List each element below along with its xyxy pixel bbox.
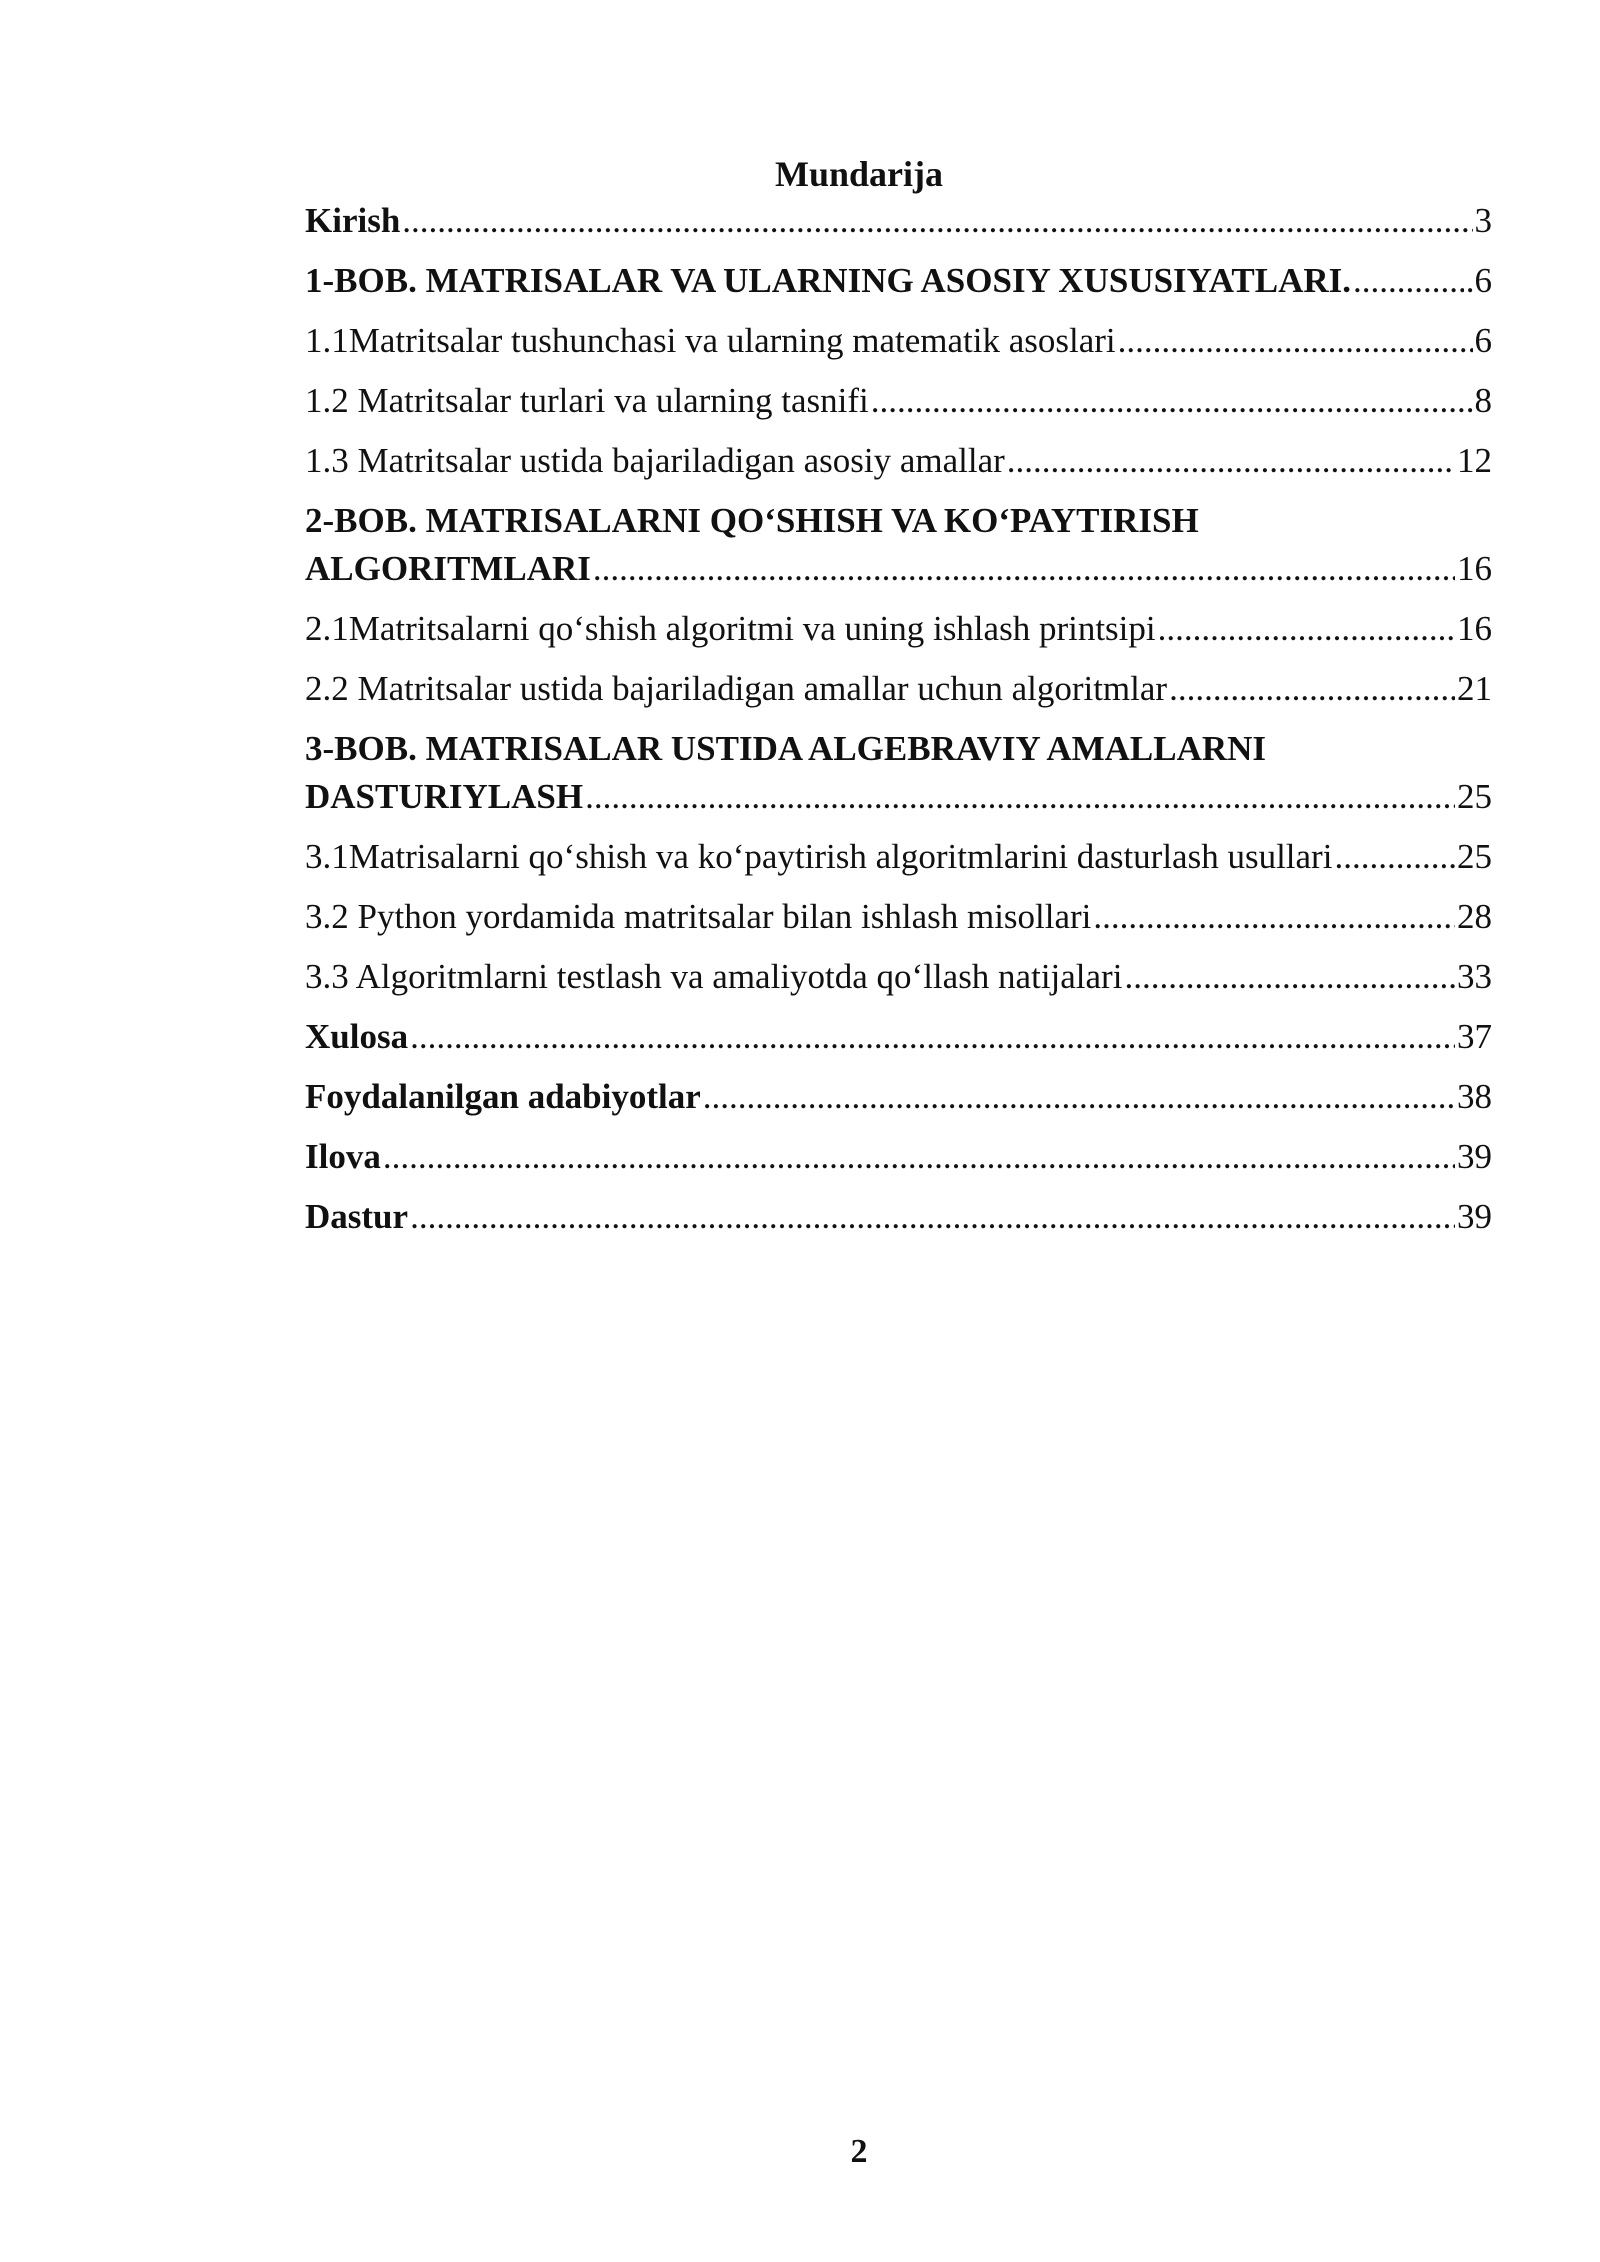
toc-page-number: 25 (1457, 837, 1492, 876)
toc-page-number: 39 (1457, 1137, 1492, 1176)
toc-page-number: 16 (1457, 609, 1492, 648)
dot-leader (1118, 317, 1473, 365)
toc-entry-label: 3.1Matrisalarni qo‘shish va ko‘paytirish algoritmlarini dasturlash usullari (305, 837, 1333, 876)
toc-entry-section-1-1[interactable] (305, 317, 1492, 365)
toc-entry-label: 1-BOB. MATRISALAR VA ULARNING ASOSIY XUSUSIYATLARI. (305, 261, 1352, 300)
toc-entry-label: Kirish (305, 201, 401, 240)
dot-leader (871, 377, 1473, 425)
toc-entry-kirish[interactable] (305, 197, 1492, 245)
toc-entry-section-3-2[interactable] (305, 893, 1492, 941)
toc-entry-label: 2.2 Matritsalar ustida bajariladigan amallar uchun algoritmlar (305, 669, 1168, 708)
toc-page-number: 33 (1457, 957, 1492, 996)
toc-page-number: 12 (1457, 441, 1492, 480)
toc-entry-label: Xulosa (305, 1017, 409, 1056)
toc-page-number: 8 (1474, 381, 1492, 420)
dot-leader (1124, 953, 1455, 1001)
dot-leader (1169, 665, 1455, 713)
toc-page-number: 37 (1457, 1017, 1492, 1056)
toc-entry-adabiyotlar[interactable] (305, 1073, 1492, 1121)
toc-entry-section-3-1[interactable] (305, 833, 1492, 881)
toc-entry-label: 1.3 Matritsalar ustida bajariladigan asosiy amallar (305, 441, 1005, 480)
toc-entry-chapter-3-line1[interactable]: 3-BOB. MATRISALAR USTIDA ALGEBRAVIY AMALLARNI (305, 729, 1267, 768)
toc-entry-chapter-2[interactable] (305, 545, 1492, 593)
toc-page-number: 25 (1457, 777, 1492, 816)
dot-leader (1093, 893, 1455, 941)
toc-entry-dastur[interactable] (305, 1193, 1492, 1241)
dot-leader (1158, 605, 1455, 653)
dot-leader (1334, 833, 1455, 881)
dot-leader (410, 1013, 1455, 1061)
toc-page-number: 28 (1457, 897, 1492, 936)
toc-page-number: 3 (1474, 201, 1492, 240)
toc-entry-chapter-2-line1[interactable]: 2-BOB. MATRISALARNI QO‘SHISH VA KO‘PAYTIRISH (305, 501, 1199, 540)
toc-page-number: 39 (1457, 1197, 1492, 1236)
toc-entry-section-3-3[interactable] (305, 953, 1492, 1001)
page-number: 2 (850, 2133, 868, 2170)
dot-leader (703, 1073, 1455, 1121)
table-of-contents (305, 197, 1492, 1241)
toc-entry-label: 3.2 Python yordamida matritsalar bilan ishlash misollari (305, 897, 1092, 936)
toc-page-number: 16 (1457, 549, 1492, 588)
toc-entry-xulosa[interactable] (305, 1013, 1492, 1061)
toc-page-number: .6 (1465, 261, 1492, 300)
page-title: Mundarija (774, 154, 943, 194)
toc-page-number: 38 (1457, 1077, 1492, 1116)
dot-leader (383, 1133, 1455, 1181)
toc-entry-section-2-1[interactable] (305, 605, 1492, 653)
toc-entry-section-1-2[interactable] (305, 377, 1492, 425)
toc-entry-label: 3.3 Algoritmlarni testlash va amaliyotda qo‘llash natijalari (305, 957, 1123, 996)
toc-entry-label: 1.2 Matritsalar turlari va ularning tasnifi (305, 381, 869, 420)
toc-page-number: 6 (1474, 321, 1492, 360)
toc-page-number: 21 (1457, 669, 1492, 708)
dot-leader (1353, 257, 1464, 305)
toc-entry-label: 2.1Matritsalarni qo‘shish algoritmi va uning ishlash printsipi (305, 609, 1156, 648)
toc-entry-label: DASTURIYLASH (305, 777, 584, 816)
toc-entry-chapter-3[interactable] (305, 773, 1492, 821)
toc-entry-section-2-2[interactable] (305, 665, 1492, 713)
toc-entry-ilova[interactable] (305, 1133, 1492, 1181)
dot-leader (585, 773, 1455, 821)
toc-entry-section-1-3[interactable] (305, 437, 1492, 485)
dot-leader (410, 1193, 1455, 1241)
toc-entry-chapter-1[interactable] (305, 257, 1492, 305)
toc-entry-label: ALGORITMLARI (305, 549, 591, 588)
dot-leader (402, 197, 1472, 245)
toc-entry-label: 1.1Matritsalar tushunchasi va ularning matematik asoslari (305, 321, 1116, 360)
toc-entry-label: Foydalanilgan adabiyotlar (305, 1077, 701, 1116)
toc-entry-label: Dastur (305, 1197, 409, 1236)
toc-entry-label: Ilova (305, 1137, 381, 1176)
dot-leader (1007, 437, 1455, 485)
dot-leader (593, 545, 1455, 593)
